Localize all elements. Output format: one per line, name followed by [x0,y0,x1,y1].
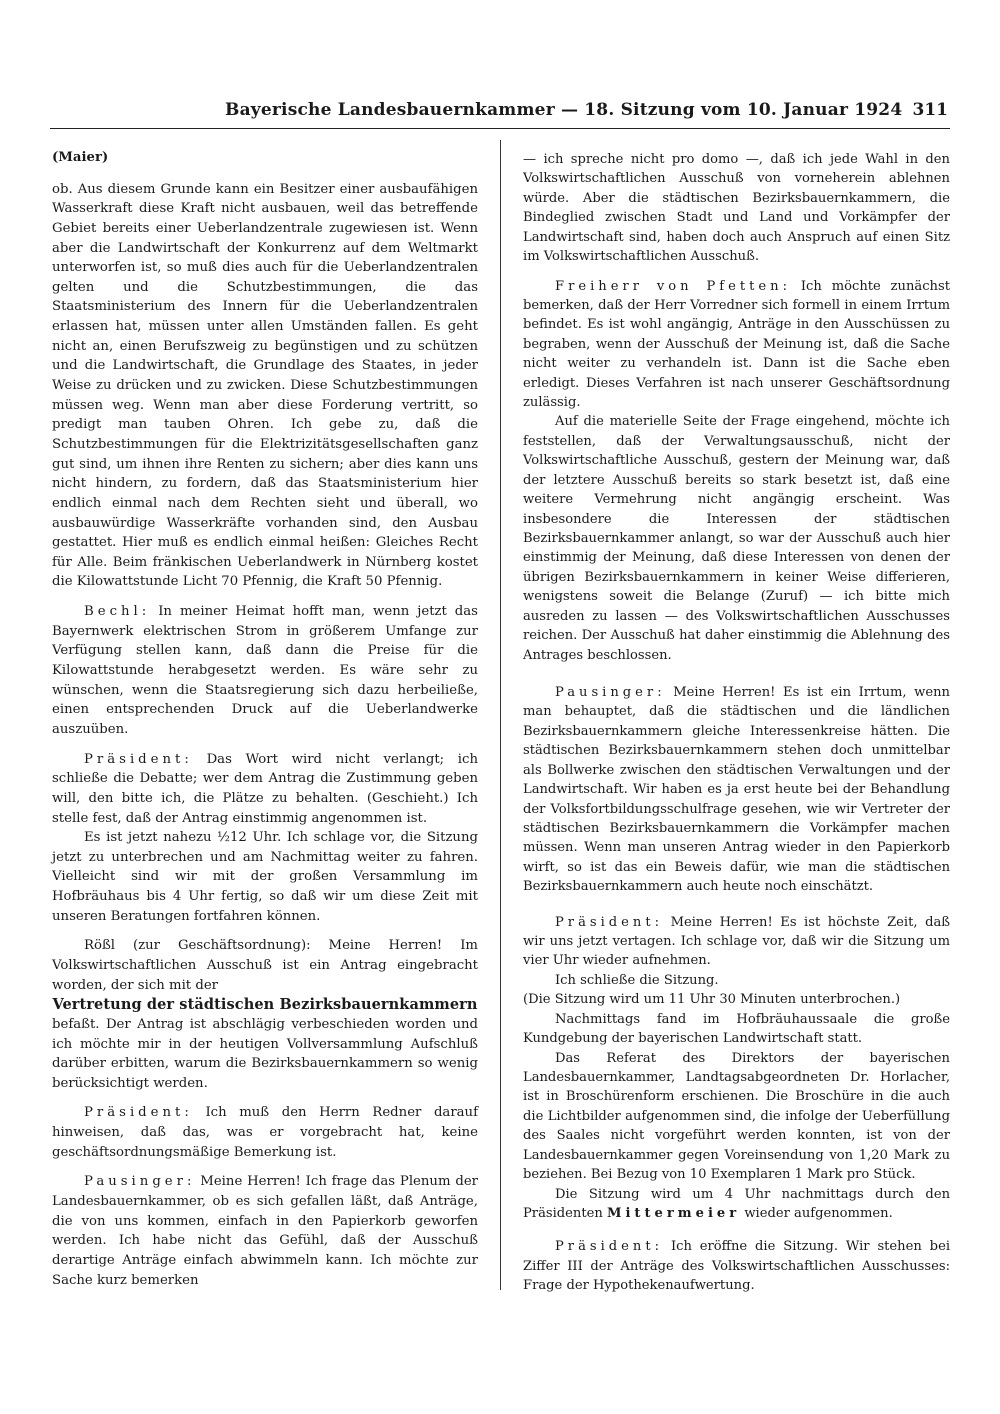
speaker-name: Bechl: [84,604,151,620]
paragraph-text: Ich eröffne die Sitzung. Wir stehen bei Ziffer III der Anträge des Volkswirtschaftlichen Ausschusses: Frage der Hypothekenaufwertung. [523,1239,951,1294]
paragraph [52,936,478,995]
paragraph-text: Die Sitzung wird um 4 Uhr nachmittags durch den Präsidenten [523,1186,950,1221]
speaker-name: Präsident: [555,914,664,930]
running-title: Bayerische Landesbauernkammer — 18. Sitzung vom 10. Januar 1924 [225,100,903,120]
page-header [50,98,950,129]
paragraph-text: Meine Herren! Es ist höchste Zeit, daß wir uns jetzt vertagen. Ich schlage vor, daß wir die Sitzung um vier Uhr wieder aufnehmen. [523,914,950,969]
right-column [523,150,950,1296]
paragraph: ob. Aus diesem Grunde kann ein Besitzer einer ausbaufähigen Wasserkraft diese Kraft nicht ausbauen, weil das betreffende Gebiet bereits einer Ueberlandzentrale zugewiesen ist. Wenn aber die Landwirtschaft der Konkurrenz auf dem Weltmarkt unterworfen ist, so muß dies auch für die Ueberlandzentralen gelten und die Schutzbestimmungen, die das Staatsministerium des Innern für die Ueberlandzentralen erlassen hat, müssen unter allen Umständen fallen. Es geht nicht an, einen Berufszweig zu begünstigen und zu schützen und die Landwirtschaft, die Grundlage des Staates, in jeder Weise zu drücken und zu zwicken. Diese Schutzbestimmungen müssen weg. Wenn man aber diese Forderung vertritt, so predigt man tauben Ohren. Ich gebe zu, daß die Schutzbestimmungen für die Elektrizitätsgesellschaften ganz gut sind, um ihnen ihre Renten zu sichern; aber dies kann uns nicht hindern, zu fordern, daß das Staatsministerium hier endlich einmal nach dem Rechten sieht und überall, wo ausbauwürdige Wasserkräfte vorhanden sind, den Ausbau gestattet. Hier muß es endlich einmal heißen: Gleiches Recht für Alle. Beim fränkischen Ueberlandwerk in Nürnberg kostet die Kilowattstunde Licht 70 Pfennig, die Kraft 50 Pfennig. [52,181,478,590]
speaker-name: Pausinger: [84,1174,196,1190]
paragraph-text: wieder aufgenommen. [744,1205,893,1221]
person-name: Mittermeier [606,1205,741,1221]
page-number: 311 [912,100,948,120]
paragraph: befaßt. Der Antrag ist abschlägig verbeschieden worden und ich möchte mir in der heutigen Vollversammlung Aufschluß darüber erbitten, warum die Bezirksbauernkammern so wenig berücksichtigt werden. [52,1016,478,1091]
paragraph: (Die Sitzung wird um 11 Uhr 30 Minuten unterbrochen.) [523,992,901,1008]
paragraph: — ich spreche nicht pro domo —, daß ich jede Wahl in den Volkswirtschaftlichen Ausschuß von vorneherein ablehnen würde. Aber die städtischen Bezirksbauernkammern, die Bindeglied zwischen Stadt und Land und Vorkämpfer der Landwirtschaft sind, haben doch auch Anspruch auf einen Sitz im Volkswirtschaftlichen Ausschuß. [523,152,950,265]
left-column [52,148,478,1290]
paragraph: Es ist jetzt nahezu ½12 Uhr. Ich schlage vor, die Sitzung jetzt zu unterbrechen und am Nachmittag weiter zu fahren. Vielleicht sind wir mit der großen Versammlung im Hofbräuhaus bis 4 Uhr fertig, so daß wir um diese Zeit mit unseren Beratungen fortfahren können. [52,830,478,924]
paragraph [523,1237,950,1295]
paragraph [52,1172,478,1290]
speaker-name: Pausinger: [555,684,666,700]
paragraph-text: Ich muß den Herrn Redner darauf hinweisen, daß das, was er vorgebracht hat, keine geschäftsordnungsmäßige Bemerkung ist. [52,1105,478,1160]
paragraph: Auf die materielle Seite der Frage eingehend, möchte ich feststellen, daß der Verwaltungsausschuß, nicht der Volkswirtschaftliche Ausschuß, gestern der Meinung war, daß der letztere Ausschuß bereits so stark besetzt ist, daß eine weitere Vermehrung nicht angängig erscheint. Was insbesondere die Interessen der städtischen Bezirksbauernkammer anlangt, so war der Ausschuß auch hier einstimmig der Meinung, daß diese Interessen von denen der übrigen Bezirksbauernkammern in keiner Weise differieren, wenigstens soweit die Belange (Zuruf) — ich bitte mich ausreden zu lassen — des Volkswirtschaftlichen Ausschusses reichen. Der Ausschuß hat daher einstimmig die Ablehnung des Antrages beschlossen. [523,414,950,663]
paragraph [52,602,478,739]
speaker-name: Präsident: [84,1105,193,1121]
column-divider [500,140,501,1290]
subject-heading: Vertretung der städtischen Bezirksbauernkammern [52,996,478,1014]
paragraph-text: Ich möchte zunächst bemerken, daß der Herr Vorredner sich formell in einem Irrtum befindet. Es ist wohl angängig, Anträge in den Ausschüssen zu begraben, wenn der Ausschuß der Meinung ist, daß die Sache nicht weiter zu verhandeln ist. Dann ist die Sache eben erledigt. Dieses Verfahren ist nach unserer Geschäftsordnung zulässig. [523,278,950,411]
paragraph [523,1185,950,1224]
speaker-name: Präsident: [84,751,193,767]
paragraph-text: Das Wort wird nicht verlangt; ich schließe die Debatte; wer dem Antrag die Zustimmung geben will, den bitte ich, die Plätze zu behalten. (Geschieht.) Ich stelle fest, daß der Antrag einstimmig angenommen ist. [52,751,478,826]
paragraph-text: In meiner Heimat hofft man, wenn jetzt das Bayernwerk elektrischen Strom in größerem Umfange zur Verfügung stellen kann, daß dann die Preise für die Kilowattstunde herabgesetzt werden. Es wäre sehr zu wünschen, wenn die Staatsregierung sich dazu herbeiließe, einen entsprechenden Druck auf die Ueberlandwerke auszuüben. [52,604,478,737]
paragraph-text: Meine Herren! Ich frage das Plenum der Landesbauernkammer, ob es sich gefallen läßt, daß Anträge, die von uns kommen, einfach in den Papierkorb geworfen werden. Ich habe nicht das Gefühl, daß der Ausschuß derartige Anträge einfach abwimmeln kann. Ich möchte zur Sache kurz bemerken [52,1174,478,1288]
paragraph-text: Meine Herren! Es ist ein Irrtum, wenn man behauptet, daß die städtischen und die ländlichen Bezirksbauernkammern gleiche Interessenkreise hätten. Die städtischen Bezirksbauernkammern stehen doch unmittelbar als Bollwerke zwischen den städtischen Verwaltungen und der Landwirtschaft. Wir haben es ja erst heute bei der Behandlung der Volksfortbildungsschulfrage gesehen, wie wir Vertreter der städtischen Bezirksbauernkammern die Vorkämpfer machen müssen. Wenn man unseren Antrag wieder in den Papierkorb wirft, so ist das ein Beweis dafür, wie man die städtischen Bezirksbauernkammern auch heute noch einschätzt. [523,684,950,895]
paragraph-text: (zur Geschäftsordnung): Meine Herren! Im Volkswirtschaftlichen Ausschuß ist ein Antrag eingebracht worden, der sich mit der [52,938,478,993]
paragraph [52,1103,478,1162]
paragraph [523,913,950,971]
paragraph: Ich schließe die Sitzung. [555,972,719,988]
paragraph: Nachmittags fand im Hofbräuhaussaale die große Kundgebung der bayerischen Landwirtschaft statt. [523,1011,950,1047]
speaker-tag: (Maier) [52,150,109,165]
speaker-name: Freiherr von Pfetten: [555,278,791,294]
speaker-name: Rößl [84,938,116,954]
paragraph [523,683,950,897]
speaker-name: Präsident: [555,1239,664,1255]
paragraph [52,750,478,829]
paragraph [523,277,950,413]
paragraph: Das Referat des Direktors der bayerischen Landesbauernkammer, Landtagsabgeordneten Dr. Horlacher, ist in Broschürenform erschienen. Die Broschüre in die auch die Lichtbilder aufgenommen sind, die infolge der Ueberfüllung des Saales nicht vorgeführt werden konnten, ist von der Landesbauernkammer gegen Voreinsendung von 1,20 Mark zu beziehen. Bei Bezug von 10 Exemplaren 1 Mark pro Stück. [523,1050,950,1183]
